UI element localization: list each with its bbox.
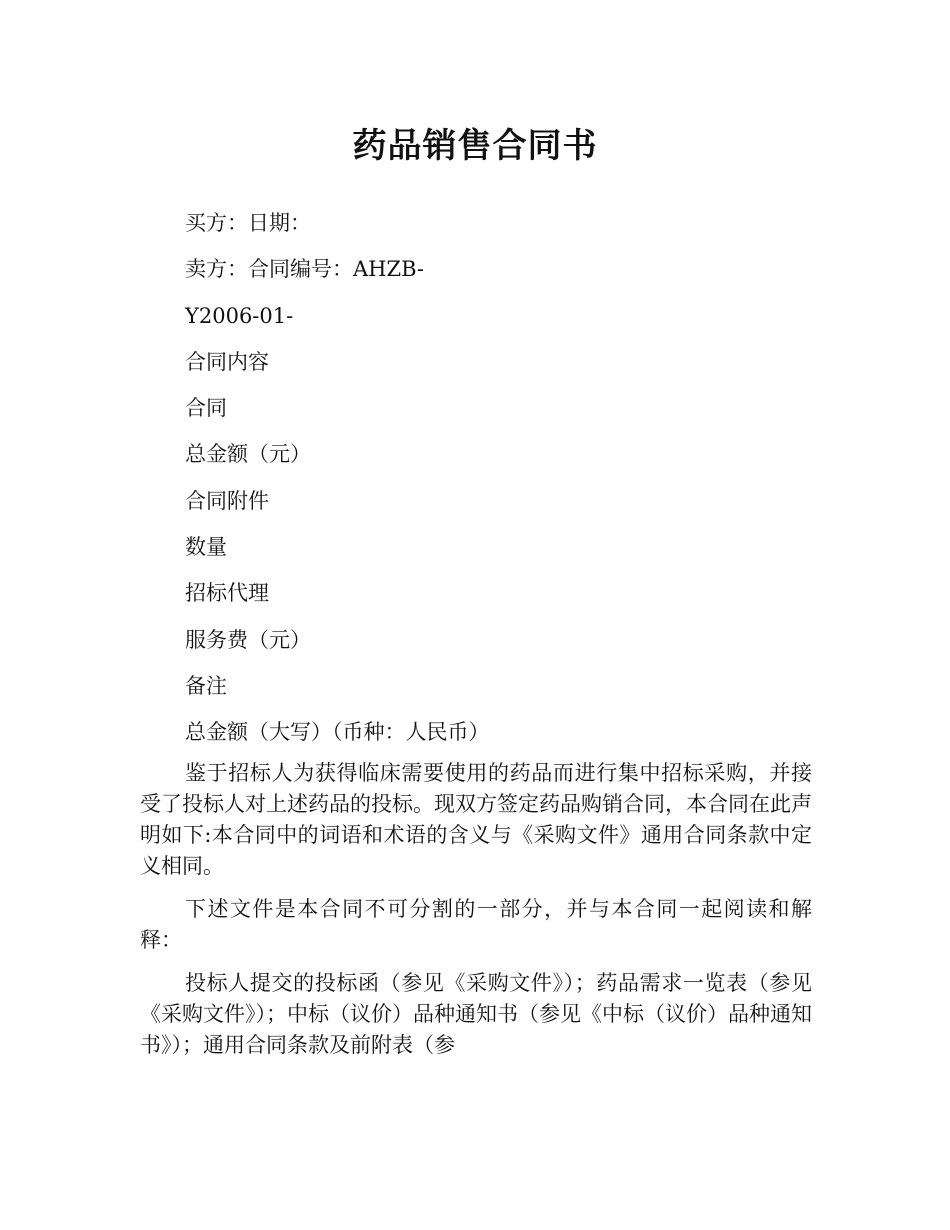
- document-title: 药品销售合同书: [352, 126, 598, 166]
- paragraph-documents: 下述文件是本合同不可分割的一部分，并与本合同一起阅读和解释：: [140, 897, 812, 952]
- field-remarks: 备注: [185, 673, 227, 698]
- field-seller-contract-no: 卖方：合同编号：AHZB-: [185, 257, 424, 282]
- field-total-amount: 总金额（元）: [185, 442, 311, 467]
- field-contract-no-cont: Y2006-01-: [185, 303, 294, 328]
- field-total-amount-words: 总金额（大写）（币种：人民币）: [185, 720, 490, 745]
- field-service-fee: 服务费（元）: [185, 627, 311, 652]
- field-quantity: 数量: [185, 535, 227, 560]
- field-contract-content: 合同内容: [185, 349, 269, 374]
- paragraph-document-list: 投标人提交的投标函（参见《采购文件》）；药品需求一览表（参见《采购文件》）；中标（议价）品种通知书（参见《中标（议价）品种通知书》）；通用合同条款及前附表（参: [140, 971, 812, 1057]
- field-tender-agent: 招标代理: [185, 581, 269, 606]
- field-contract: 合同: [185, 396, 227, 421]
- field-buyer-date: 买方：日期：: [185, 211, 311, 235]
- paragraph-preamble: 鉴于招标人为获得临床需要使用的药品而进行集中招标采购，并接受了投标人对上述药品的投标。现双方签定药品购销合同，本合同在此声明如下:本合同中的词语和术语的含义与《采购文件》通用合同条款中定义相同。: [140, 761, 812, 878]
- contract-field-list: [185, 200, 825, 756]
- field-attachment: 合同附件: [185, 488, 269, 513]
- contract-body: [140, 758, 812, 1073]
